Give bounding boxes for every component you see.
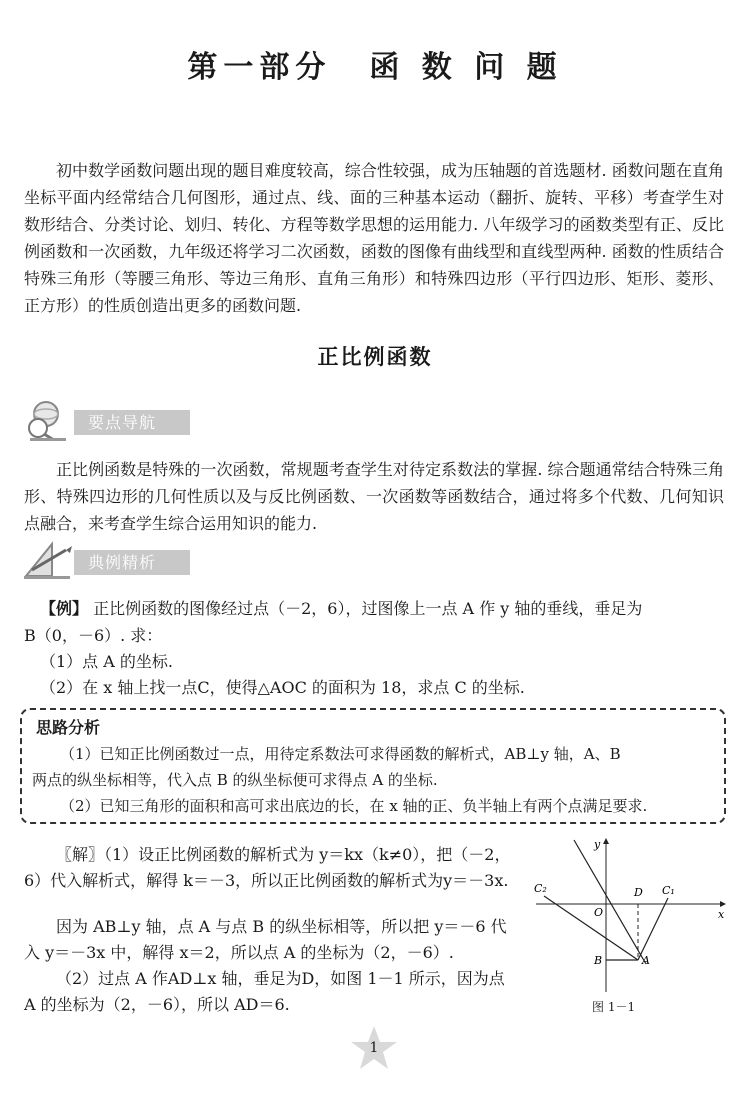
label-y: y bbox=[594, 838, 601, 851]
examples-bar: 典例精析 bbox=[74, 550, 190, 575]
ruler-pen-icon bbox=[22, 540, 74, 580]
key-points-text: 正比例函数是特殊的一次函数，常规题考查学生对待定系数法的掌握. 综合题通常结合特殊三角形、特殊四边形的几何性质以及与反比例函数、一次函数等函数结合，通过将多个代数、几何知识点融合，来考查学生综合运用知识的能力. bbox=[24, 460, 724, 533]
segment-ac2 bbox=[544, 896, 638, 960]
analysis-line-1: （1）已知正比例函数过一点，用待定系数法可求得函数的解析式，AB⊥y 轴，A、B bbox=[60, 745, 621, 763]
page-number: 1 bbox=[369, 1040, 379, 1056]
label-c2: C₂ bbox=[534, 882, 547, 895]
solution-part-2: 因为 AB⊥y 轴，点 A 与点 B 的纵坐标相等，所以把 y＝－6 代入 y＝－3x 中，解得 x＝2，所以点 A 的坐标为（2，－6）. bbox=[24, 917, 507, 962]
label-x: x bbox=[718, 908, 725, 921]
example-question-1: （1）点 A 的坐标. bbox=[40, 652, 173, 671]
label-c1: C₁ bbox=[662, 884, 675, 897]
figure-caption: 图 1－1 bbox=[592, 1000, 636, 1014]
analysis-line-2: 两点的纵坐标相等，代入点 B 的纵坐标便可求得点 A 的坐标. bbox=[32, 771, 438, 789]
example-line-1 bbox=[24, 595, 724, 622]
magnifier-globe-icon bbox=[24, 398, 72, 442]
section-title: 正比例函数 bbox=[317, 345, 433, 369]
label-o: O bbox=[594, 906, 604, 919]
example-line-2: B（0，－6）. 求： bbox=[24, 626, 163, 645]
intro-paragraph: 初中数学函数问题出现的题目难度较高，综合性较强，成为压轴题的首选题材. 函数问题在直角坐标平面内经常结合几何图形，通过点、线、面的三种基本运动（翻折、旋转、平移）考查学生对数形结合、分类讨论、划归、转化、方程等数学思想的运用能力. 八年级学习的函数类型有正、反比例函数和一次函数，九年级还将学习二次函数，函数的图像有曲线型和直线型两种. 函数的性质结合特殊三角形（等腰三角形、等边三角形、直角三角形）和特殊四边形（平行四边形、矩形、菱形、正方形）的性质创造出更多的函数问题. bbox=[24, 161, 724, 315]
topic-label: 函 数 问 题 bbox=[369, 50, 563, 85]
label-d: D bbox=[634, 886, 643, 899]
segment-ac1 bbox=[638, 898, 668, 960]
example-tag: 【例】 bbox=[40, 599, 89, 618]
function-line bbox=[574, 840, 646, 964]
analysis-line-3: （2）已知三角形的面积和高可求出底边的长，在 x 轴的正、负半轴上有两个点满足要求. bbox=[60, 797, 648, 815]
label-b: B bbox=[594, 954, 603, 967]
label-a: A bbox=[642, 954, 650, 967]
page-title bbox=[0, 42, 750, 86]
key-points-bar: 要点导航 bbox=[74, 410, 190, 435]
example-text-1: 正比例函数的图像经过点（－2，6），过图像上一点 A 作 y 轴的垂线，垂足为 bbox=[93, 599, 643, 618]
example-question-2: （2）在 x 轴上找一点C，使得△AOC 的面积为 18，求点 C 的坐标. bbox=[40, 678, 525, 697]
part-label: 第一部分 bbox=[187, 50, 332, 85]
coordinate-figure bbox=[528, 836, 732, 996]
solution-part-1: 〖解〗（1）设正比例函数的解析式为 y＝kx（k≠0），把（－2，6）代入解析式，解得 k＝－3，所以正比例函数的解析式为y＝－3x. bbox=[24, 845, 511, 890]
analysis-title: 思路分析 bbox=[36, 718, 101, 737]
solution-part-3: （2）过点 A 作AD⊥x 轴，垂足为D，如图 1－1 所示，因为点 A 的坐标为（2，－6），所以 AD＝6. bbox=[24, 969, 505, 1014]
